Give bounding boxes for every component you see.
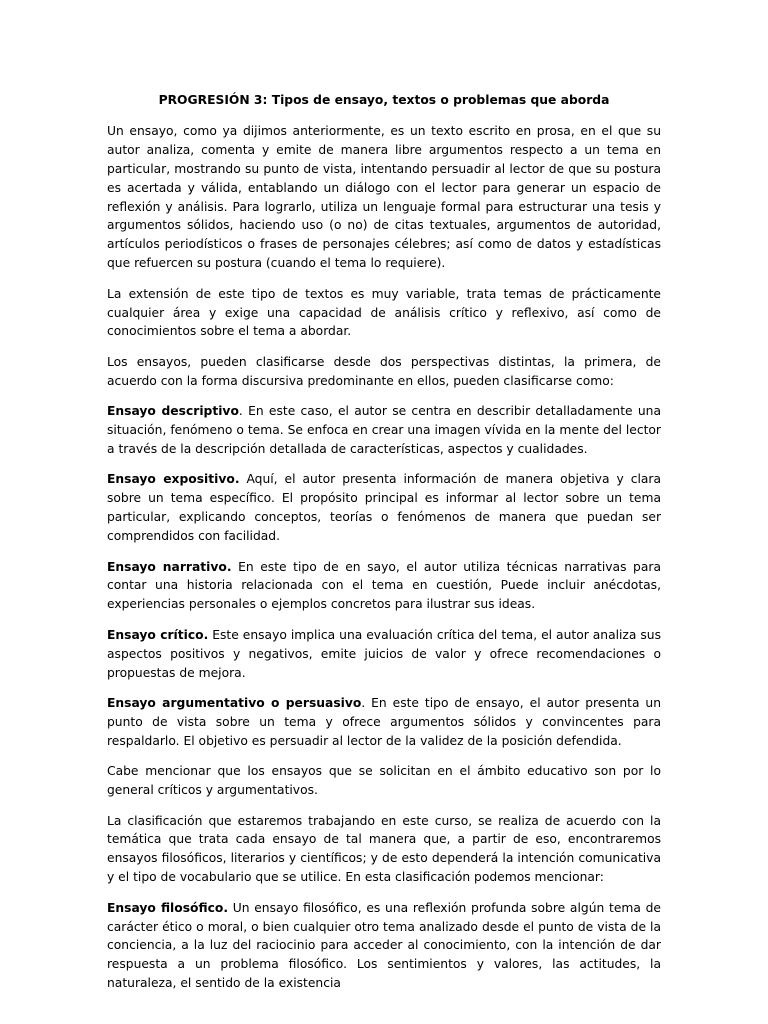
term-label: Ensayo argumentativo o persuasivo bbox=[107, 695, 362, 710]
paragraph-text: Aquí, el autor presenta información de manera objetiva y clara sobre un tema específico. El propósito principal es informar al lector sobre un tema particular, explicando conceptos, teorías o fenómenos de manera que puedan ser comprendidos con facilidad. bbox=[107, 472, 661, 544]
term-label: Ensayo expositivo. bbox=[107, 472, 240, 487]
paragraph-text: La extensión de este tipo de textos es muy variable, trata temas de prácticamente cualquier área y exige una capacidad de análisis crítico y reflexivo, así como de conocimientos sobre el tema a abordar. bbox=[107, 286, 661, 339]
paragraph-ensayo-expositivo bbox=[107, 470, 661, 546]
paragraph-text: Cabe mencionar que los ensayos que se solicitan en el ámbito educativo son por lo general críticos y argumentativos. bbox=[107, 764, 661, 798]
paragraph-text: Un ensayo filosófico, es una reflexión profunda sobre algún tema de carácter ético o moral, o bien cualquier otro tema analizado desde el punto de vista de la conciencia, a la luz del raciocinio para acceder al conocimiento, con la intención de dar respuesta a un problema filosófico. Los sentimientos y valores, las actitudes, la naturaleza, el sentido de la existencia bbox=[107, 900, 661, 991]
paragraph-text: En este tipo de en sayo, el autor utiliza técnicas narrativas para contar una historia relacionada con el tema en cuestión, Puede incluir anécdotas, experiencias personales o ejemplos concretos para ilustrar sus ideas. bbox=[107, 559, 661, 612]
paragraph-extension bbox=[107, 285, 661, 342]
paragraph-text: Este ensayo implica una evaluación crítica del tema, el autor analiza sus aspectos positivos y negativos, emite juicios de valor y ofrece recomendaciones o propuestas de mejora. bbox=[107, 627, 662, 680]
term-label: Ensayo crítico. bbox=[107, 627, 209, 642]
paragraph-intro bbox=[107, 122, 661, 273]
paragraph-ensayo-filosofico bbox=[107, 899, 661, 994]
paragraph-educational-note bbox=[107, 762, 661, 800]
paragraph-classification bbox=[107, 353, 661, 391]
document-body bbox=[107, 91, 661, 1005]
paragraph-ensayo-critico bbox=[107, 626, 661, 683]
term-label: Ensayo narrativo. bbox=[107, 559, 232, 574]
paragraph-text: . En este tipo de ensayo, el autor presenta un punto de vista sobre un tema y ofrece argumentos sólidos y convincentes para respaldarlo. El objetivo es persuadir al lector de la validez de la posición defendida. bbox=[107, 695, 661, 748]
term-label: Ensayo descriptivo bbox=[107, 404, 239, 419]
term-label: Ensayo filosófico. bbox=[107, 900, 229, 915]
paragraph-ensayo-argumentativo bbox=[107, 694, 661, 751]
document-title: PROGRESIÓN 3: Tipos de ensayo, textos o problemas que aborda bbox=[158, 93, 610, 107]
paragraph-ensayo-descriptivo bbox=[107, 402, 661, 459]
paragraph-text: La clasificación que estaremos trabajando en este curso, se realiza de acuerdo con la temática que trata cada ensayo de tal manera que, a partir de eso, encontraremos ensayos filosóficos, literarios y científicos; y de esto dependerá la intención comunicativa y el tipo de vocabulario que se utilice. En esta clasificación podemos mencionar: bbox=[107, 813, 661, 885]
paragraph-text: Los ensayos, pueden clasificarse desde dos perspectivas distintas, la primera, de acuerdo con la forma discursiva predominante en ellos, pueden clasificarse como: bbox=[107, 354, 661, 388]
paragraph-text: Un ensayo, como ya dijimos anteriormente, es un texto escrito en prosa, en el que su autor analiza, comenta y emite de manera libre argumentos respecto a un tema en particular, mostrando su punto de vista, intentando persuadir al lector de que su postura es acertada y válida, entablando un diálogo con el lector para generar un espacio de reflexión y análisis. Para lograrlo, utiliza un lenguaje formal para estructurar una tesis y argumentos sólidos, haciendo uso (o no) de citas textuales, argumentos de autoridad, artículos periodísticos o frases de personajes célebres; así como de datos y estadísticas que refuercen su postura (cuando el tema lo requiere). bbox=[107, 123, 661, 271]
paragraph-thematic-classification bbox=[107, 812, 661, 888]
paragraph-ensayo-narrativo bbox=[107, 558, 661, 615]
paragraph-text: . En este caso, el autor se centra en describir detalladamente una situación, fenómeno o tema. Se enfoca en crear una imagen vívida en la mente del lector a través de la descripción detallada de características, aspectos y cualidades. bbox=[107, 404, 661, 456]
